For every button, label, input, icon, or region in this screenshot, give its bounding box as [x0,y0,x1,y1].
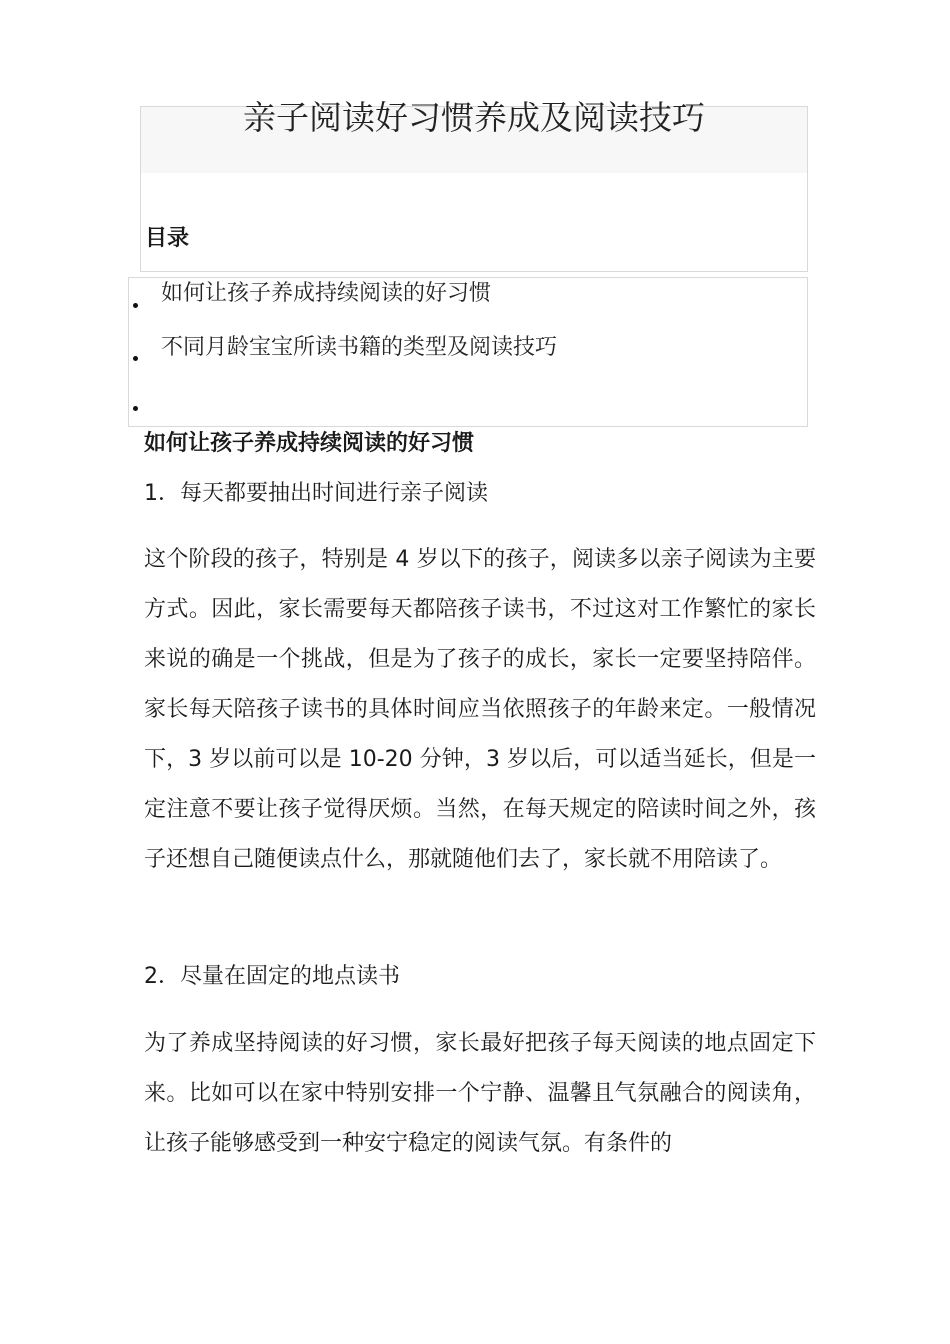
bullet-icon [133,406,138,411]
point-2-title: 2．尽量在固定的地点读书 [144,964,400,989]
table-of-contents [128,277,808,427]
bullet-icon [133,356,138,361]
bullet-icon [133,303,138,308]
point-2-paragraph: 为了养成坚持阅读的好习惯，家长最好把孩子每天阅读的地点固定下来。比如可以在家中特别安排一个宁静、温馨且气氛融合的阅读角，让孩子能够感受到一种安宁稳定的阅读气氛。有条件的 [144,1031,816,1156]
title-box [140,98,808,272]
document-title: 亲子阅读好习惯养成及阅读技巧 [243,98,705,137]
toc-item-habit[interactable]: 如何让孩子养成持续阅读的好习惯 [161,281,492,306]
toc-heading: 目录 [145,226,190,251]
point-1-title: 1．每天都要抽出时间进行亲子阅读 [144,481,488,506]
point-1-paragraph: 这个阶段的孩子，特别是 4 岁以下的孩子，阅读多以亲子阅读为主要方式。因此，家长需要每天都陪孩子读书，不过这对工作繁忙的家长来说的确是一个挑战，但是为了孩子的成长，家长一定要坚持陪伴。家长每天陪孩子读书的具体时间应当依照孩子的年龄来定。一般情况下，3 岁以前可以是 10-20 分钟，3 岁以后，可以适当延长，但是一定注意不要让孩子觉得厌烦。当然，在每天规定的陪读时间之外，孩子还想自己随便读点什么，那就随他们去了，家长就不用陪读了。 [144,547,816,872]
section-heading: 如何让孩子养成持续阅读的好习惯 [144,431,475,456]
toc-item-book-types[interactable]: 不同月龄宝宝所读书籍的类型及阅读技巧 [161,335,558,360]
